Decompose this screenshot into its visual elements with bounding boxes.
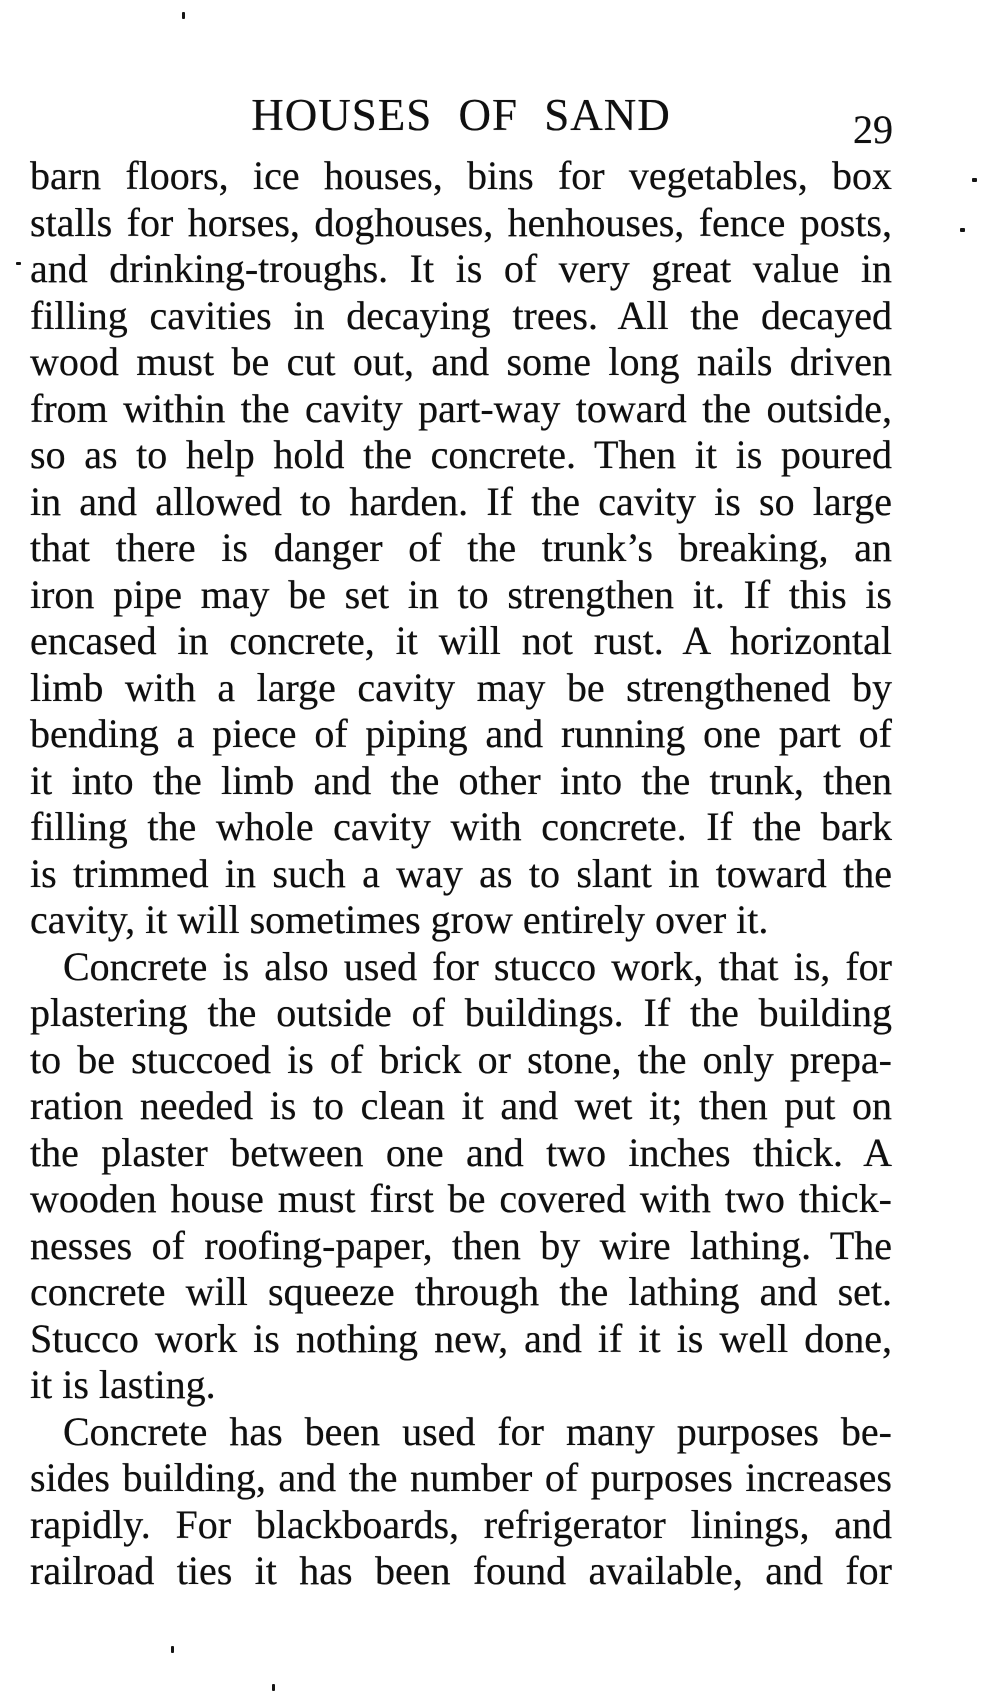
scan-speck [171, 1646, 174, 1653]
text-line: the plaster between one and two inches thick. A [30, 1129, 892, 1175]
text-line: and drinking-troughs. It is of very great value in [30, 246, 892, 291]
text-line: it is lasting. [30, 1362, 216, 1407]
text-line: bending a piece of piping and running one part of [30, 711, 892, 756]
text-line: that there is danger of the trunk’s breaking, an [30, 525, 892, 570]
page-number: 29 [853, 107, 893, 152]
text-line: ration needed is to clean it and wet it; then put on [30, 1083, 892, 1128]
scan-speck [16, 262, 21, 265]
text-line: wood must be cut out, and some long nails driven [30, 339, 892, 384]
text-line: plastering the outside of buildings. If the building [30, 990, 892, 1035]
text-line: cavity, it will sometimes grow entirely over it. [30, 897, 769, 942]
text-line: to be stuccoed is of brick or stone, the only prepa- [30, 1036, 892, 1082]
text-line: filling the whole cavity with concrete. If the bark [30, 804, 892, 849]
text-line: wooden house must first be covered with two thick- [30, 1176, 892, 1221]
text-line: Concrete has been used for many purposes be- [63, 1408, 892, 1454]
text-line: Stucco work is nothing new, and if it is well done, [30, 1315, 892, 1361]
text-line: iron pipe may be set in to strengthen it. If this is [30, 571, 892, 617]
body-text [30, 153, 892, 1595]
text-line: filling cavities in decaying trees. All the decayed [30, 292, 892, 338]
text-line: sides building, and the number of purposes increases [30, 1455, 892, 1500]
text-line: Concrete is also used for stucco work, that is, for [63, 943, 892, 989]
text-line: so as to help hold the concrete. Then it is poured [30, 432, 892, 477]
text-line: barn floors, ice houses, bins for vegetables, box [30, 153, 892, 198]
scan-speck [960, 228, 965, 232]
text-line: stalls for horses, doghouses, henhouses, fence posts, [30, 199, 892, 245]
scan-speck [972, 178, 977, 182]
text-line: encased in concrete, it will not rust. A horizontal [30, 618, 892, 663]
page-title: HOUSES OF SAND [251, 90, 671, 140]
running-header [30, 89, 892, 141]
text-line: nesses of roofing-paper, then by wire lathing. The [30, 1222, 892, 1268]
text-line: is trimmed in such a way as to slant in toward the [30, 850, 892, 896]
text-line: from within the cavity part-way toward the outside, [30, 385, 892, 431]
text-line: in and allowed to harden. If the cavity is so large [30, 478, 892, 524]
scan-speck [272, 1684, 275, 1691]
scan-speck [182, 12, 185, 19]
text-line: railroad ties it has been found available, and for [30, 1548, 892, 1593]
text-line: concrete will squeeze through the lathing and set. [30, 1269, 892, 1314]
text-line: rapidly. For blackboards, refrigerator linings, and [30, 1501, 892, 1547]
text-line: limb with a large cavity may be strengthened by [30, 664, 892, 710]
text-line: it into the limb and the other into the trunk, then [30, 757, 892, 803]
